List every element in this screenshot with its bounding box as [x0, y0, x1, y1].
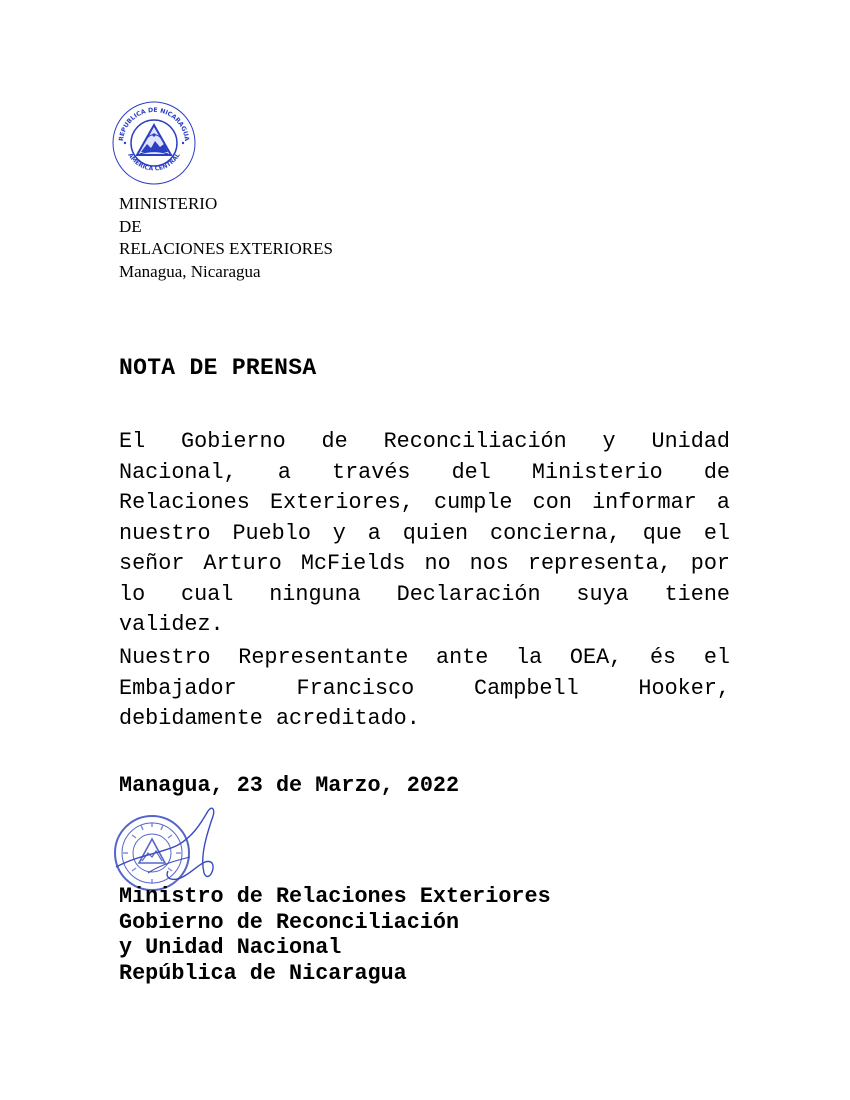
ministry-header: [119, 193, 333, 283]
svg-text:REPUBLICA DE NICARAGUA: REPUBLICA DE NICARAGUA: [118, 106, 191, 142]
signature-line: y Unidad Nacional: [119, 935, 342, 960]
svg-text:AMERICA CENTRAL: AMERICA CENTRAL: [126, 151, 182, 173]
ministry-line: MINISTERIO: [119, 194, 218, 213]
date-line: Managua, 23 de Marzo, 2022: [119, 773, 460, 798]
paragraph-representative: Nuestro Representante ante la OEA, és el Embajador Francisco Campbell Hooker, debidamente acreditado.: [119, 645, 730, 731]
ministry-city: Managua, Nicaragua: [119, 261, 261, 281]
ministry-line: DE: [119, 216, 142, 236]
signature-block: [119, 884, 551, 986]
signature-line: Ministro de Relaciones Exteriores: [119, 884, 551, 909]
paragraph-statement: El Gobierno de Reconciliación y Unidad Nacional, a través del Ministerio de Relaciones Exteriores, cumple con informar a nuestro Pueblo y a quien concierna, que el señor Arturo McFields no nos representa, por lo cual ninguna Declaración suya tiene validez.: [119, 429, 730, 637]
ministry-line: RELACIONES EXTERIORES: [119, 239, 333, 258]
signature-line: República de Nicaragua: [119, 960, 407, 986]
nicaragua-seal-logo: [111, 100, 197, 186]
signature-line: Gobierno de Reconciliación: [119, 909, 460, 935]
document-title: NOTA DE PRENSA: [119, 355, 317, 381]
